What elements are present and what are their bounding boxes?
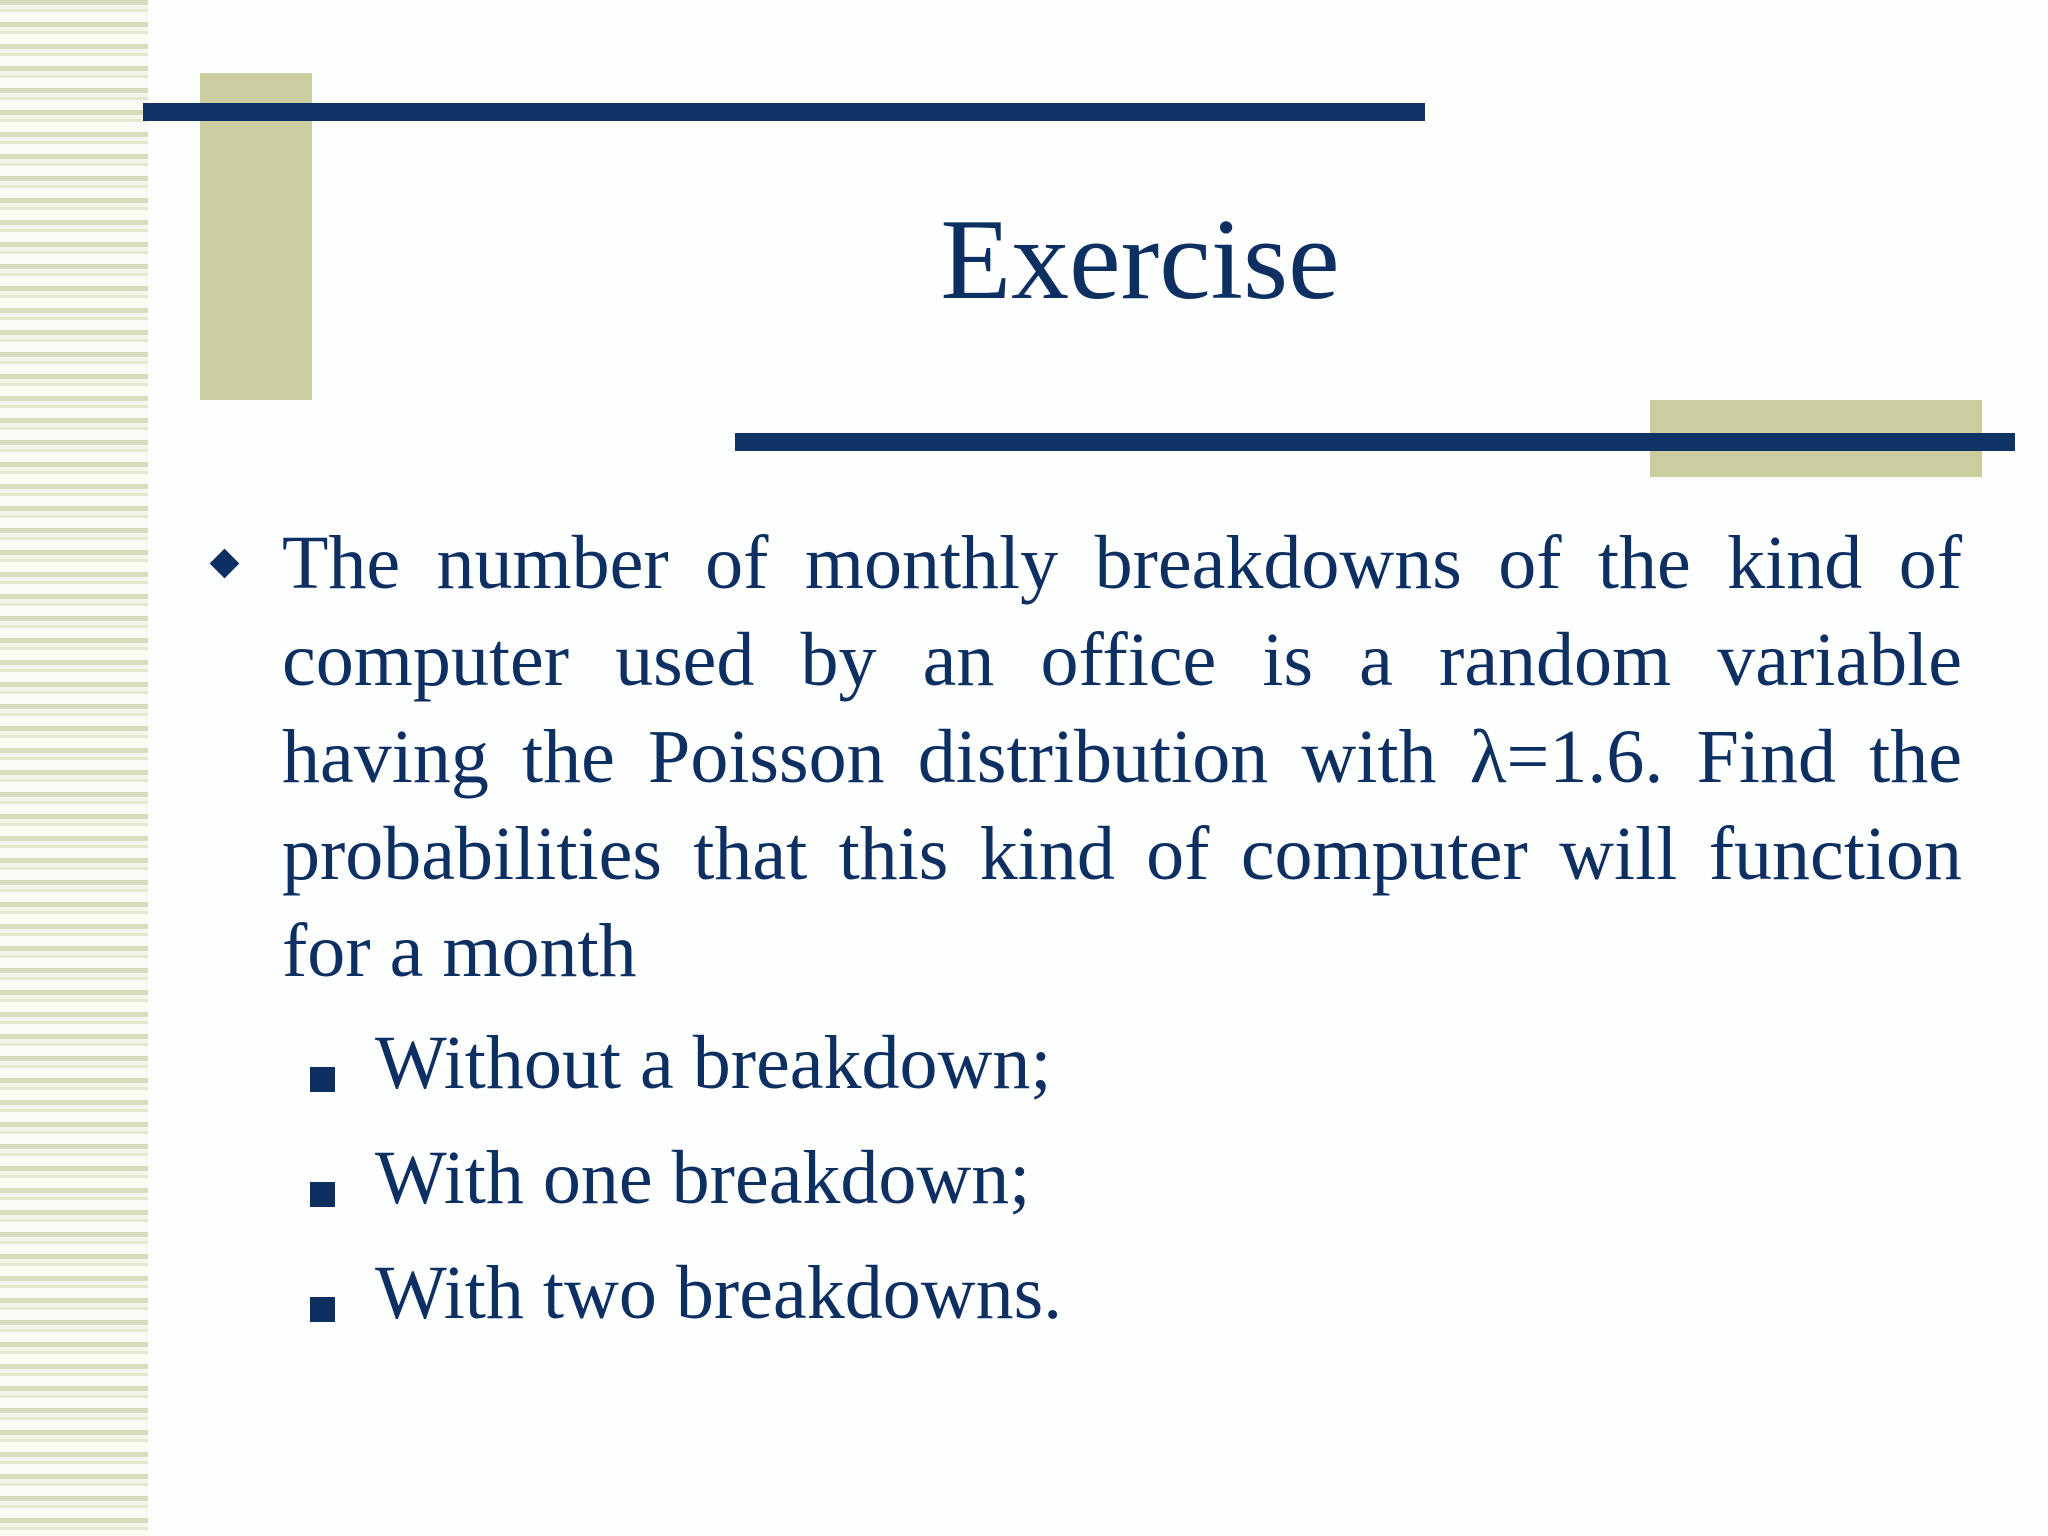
square-bullet-icon [310,1182,335,1207]
sub-bullet-label: With two breakdowns. [375,1251,1063,1335]
square-bullet-icon [310,1067,335,1092]
sub-bullet-item [310,1243,1510,1343]
sub-bullet-label: Without a breakdown; [375,1021,1052,1105]
slide-title: Exercise [940,196,1340,324]
sub-bullet-item [310,1128,1510,1228]
main-bullet-text: The number of monthly breakdowns of the kind of computer used by an office is a random variable having the Poisson distribution with λ=1.6. Find the probabilities that this kind of computer will function for a month [282,521,1962,993]
sub-bullet-label: With one breakdown; [375,1136,1031,1220]
diamond-bullet-icon [210,549,240,579]
sub-bullet-item [310,1013,1510,1113]
square-bullet-icon [310,1297,335,1322]
